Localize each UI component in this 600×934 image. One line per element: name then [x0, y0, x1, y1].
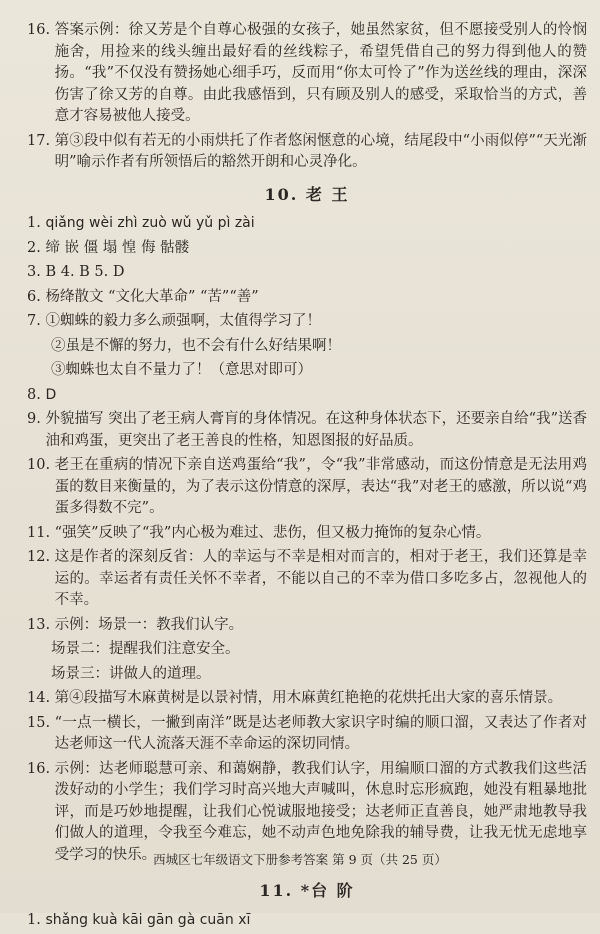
answer-item: 场景二：提醒我们注意安全。 [51, 641, 240, 657]
answer-item [27, 213, 587, 235]
answer-item [27, 455, 587, 520]
item-text: 外貌描写 突出了老王病人膏肓的身体情况。在这种身体状态下，还要亲自给“我”送香油和鸡蛋，更突出了老王善良的性格，知恩图报的好品质。 [45, 411, 587, 449]
answer-item: ③蜘蛛也太自不量力了！（意思对即可） [51, 362, 312, 378]
item-number: 17. [27, 132, 55, 149]
answer-item: ②虽是不懈的努力，也不会有什么好结果啊！ [51, 337, 341, 354]
answer-item [27, 713, 587, 756]
item-number: 14. [27, 690, 55, 706]
item-text: shǎng kuà kāi gān gà cuān xī [45, 911, 251, 928]
answer-content [27, 20, 587, 934]
item-number: 6. [27, 288, 46, 305]
item-text: D [45, 386, 57, 403]
answer-item [27, 311, 587, 333]
items-top [27, 20, 587, 174]
answer-item [27, 20, 587, 128]
answer-item [27, 385, 587, 407]
item-text: 答案示例：徐又芳是个自尊心极强的女孩子，她虽然家贫，但不愿接受别人的怜悯施舍，用捡来的线头缠出最好看的丝线粽子，希望凭借自己的努力得到他人的赞扬。“我”不仅没有赞扬她心细手巧，反而用“你太可怜了”作为送丝线的理由，深深伤害了徐又芳的自尊。由此我感悟到，只有顾及别人的感受，采取恰当的方式，善意才容易被他人接受。 [54, 22, 587, 124]
item-text: 老王在重病的情况下亲自送鸡蛋给“我”，令“我”非常感动，而这份情意是无法用鸡蛋的数目来衡量的，为了表示这份情意的深厚，表达“我”对老王的感激，所以说“鸡蛋多得数不完”。 [54, 457, 587, 516]
item-number: 13. [27, 616, 55, 633]
answer-item [27, 409, 587, 452]
answer-item [27, 688, 587, 710]
item-text: 示例：达老师聪慧可亲、和蔼娴静，教我们认字，用编顺口溜的方式教我们这些活泼好动的小学生；我们学习时高兴地大声喊叫，休息时忘形疯跑，她没有粗暴地批评，而是巧妙地提醒，让我们心悦诚服地接受；达老师正直善良，她严肃地教导我们做人的道理，令我至今难忘，她不动声色地免除我的辅导费，让我无忧无虑地享受学习的快乐。 [54, 760, 587, 863]
answer-item [27, 131, 587, 174]
item-text: ①蜘蛛的毅力多么顽强啊，太值得学习了！ [45, 313, 321, 329]
item-number: 16. [27, 760, 55, 777]
answer-item [27, 547, 587, 612]
section-11-title: 11. *台 阶 [259, 881, 355, 900]
answer-item: 场景三：讲做人的道理。 [51, 665, 211, 682]
section-11-items [27, 910, 587, 932]
item-number: 7. [27, 313, 46, 329]
item-number: 11. [27, 524, 55, 541]
item-text: “一点一横长，一撇到南洋”既是达老师教大家识字时编的顺口溜，又表达了作者对达老师这一代人流落天涯不幸命运的深切同情。 [54, 714, 587, 752]
answer-item [27, 910, 587, 932]
item-text: 第④段描写木麻黄树是以景衬情，用木麻黄红艳艳的花烘托出大家的喜乐情景。 [54, 690, 563, 706]
item-number: 16. [27, 22, 55, 38]
answer-item [27, 262, 587, 284]
item-text: 缔 嵌 僵 塌 惶 侮 骷髅 [45, 239, 190, 256]
item-number: 12. [27, 549, 55, 565]
item-text: 示例：场景一：教我们认字。 [54, 616, 244, 633]
item-text: B 4. B 5. D [45, 264, 125, 280]
answer-item [27, 238, 587, 260]
item-number: 9. [27, 411, 46, 427]
item-text: “强笑”反映了“我”内心极为难过、悲伤，但又极力掩饰的复杂心情。 [54, 524, 491, 541]
item-text: qiǎng wèi zhì zuò wǔ yǔ pì zài [45, 215, 255, 231]
item-number: 1. [27, 911, 46, 928]
item-number: 8. [27, 386, 46, 403]
item-text: 第③段中似有若无的小雨烘托了作者悠闲惬意的心境，结尾段中“小雨似停”“天光渐明”喻示作者有所领悟后的豁然开朗和心灵净化。 [54, 132, 587, 170]
answer-item [27, 615, 587, 637]
answer-item [27, 287, 587, 309]
item-number: 2. [27, 239, 46, 256]
item-text: 这是作者的深刻反省：人的幸运与不幸是相对而言的，相对于老王，我们还算是幸运的。幸运者有责任关怀不幸者，不能以自己的不幸为借口多吃多占，忽视他人的不幸。 [54, 549, 587, 608]
item-text: 杨绛散文 “文化大革命” “苦”“善” [45, 288, 259, 305]
item-number: 10. [27, 457, 55, 473]
item-number: 1. [27, 215, 46, 231]
section-10-title: 10. 老 王 [264, 184, 350, 204]
item-number: 15. [27, 714, 55, 731]
section-10-items [27, 213, 587, 866]
page-footer: 西城区七年级语文下册参考答案 第 9 页（共 25 页） [153, 852, 447, 867]
answer-item [27, 523, 587, 545]
item-number: 3. [27, 264, 46, 280]
